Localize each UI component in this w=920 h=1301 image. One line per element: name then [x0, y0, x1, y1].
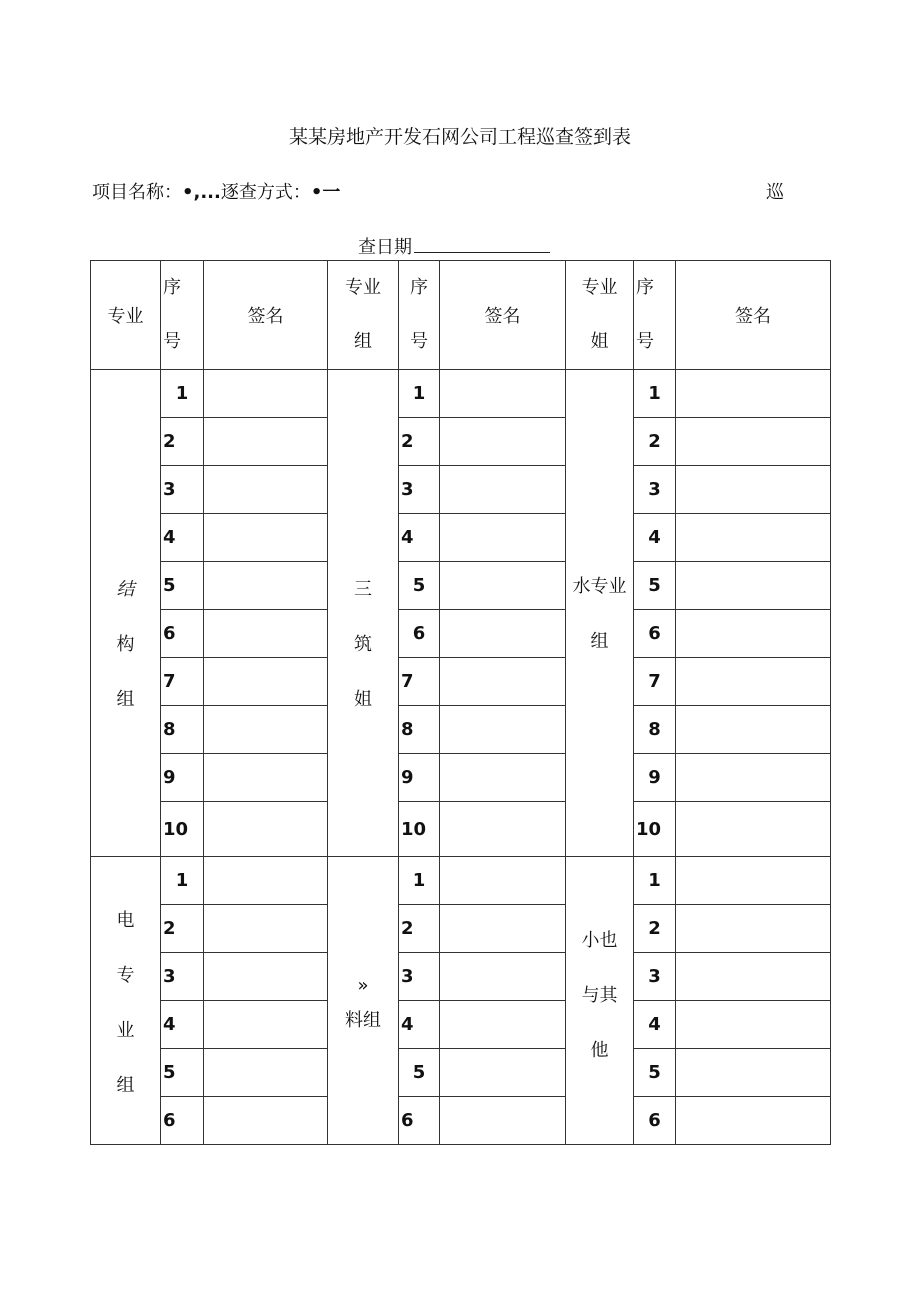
signature-cell[interactable] — [204, 706, 328, 754]
seq-number: 1 — [161, 857, 204, 905]
signature-cell[interactable] — [676, 754, 831, 802]
date-field[interactable] — [414, 240, 550, 253]
seq-number: 4 — [161, 1001, 204, 1049]
group-architecture: 三 筑 姐 — [328, 370, 399, 857]
signature-cell[interactable] — [440, 562, 566, 610]
seq-number: 8 — [161, 706, 204, 754]
seq-number: 2 — [161, 418, 204, 466]
seq-number: 10 — [634, 802, 676, 857]
signature-cell[interactable] — [676, 562, 831, 610]
signature-cell[interactable] — [204, 1097, 328, 1145]
signature-cell[interactable] — [204, 610, 328, 658]
signature-cell[interactable] — [676, 1001, 831, 1049]
signature-cell[interactable] — [440, 1097, 566, 1145]
seq-number: 4 — [634, 514, 676, 562]
seq-number: 7 — [161, 658, 204, 706]
table-row — [91, 857, 831, 905]
signature-cell[interactable] — [204, 466, 328, 514]
seq-number: 10 — [399, 802, 440, 857]
table-row — [91, 953, 831, 1001]
seq-number: 8 — [634, 706, 676, 754]
signature-cell[interactable] — [676, 1049, 831, 1097]
seq-number: 5 — [634, 562, 676, 610]
header-signature-3: 签名 — [676, 261, 831, 370]
seq-number: 10 — [161, 802, 204, 857]
table-row — [91, 1097, 831, 1145]
group-structure: 结 构 组 — [91, 370, 161, 857]
header-seq-1: 序 号 — [161, 261, 204, 370]
seq-number: 2 — [399, 418, 440, 466]
signature-cell[interactable] — [676, 706, 831, 754]
signature-cell[interactable] — [440, 658, 566, 706]
signature-cell[interactable] — [676, 953, 831, 1001]
seq-number: 1 — [634, 370, 676, 418]
signature-cell[interactable] — [440, 905, 566, 953]
table-row — [91, 802, 831, 857]
signature-cell[interactable] — [440, 754, 566, 802]
signature-cell[interactable] — [440, 610, 566, 658]
seq-number: 3 — [399, 953, 440, 1001]
signature-cell[interactable] — [204, 905, 328, 953]
signature-cell[interactable] — [676, 370, 831, 418]
seq-number: 6 — [634, 1097, 676, 1145]
signature-cell[interactable] — [440, 857, 566, 905]
table-row — [91, 706, 831, 754]
table-row — [91, 1049, 831, 1097]
seq-number: 5 — [634, 1049, 676, 1097]
seq-number: 9 — [399, 754, 440, 802]
signature-cell[interactable] — [204, 857, 328, 905]
table-row — [91, 658, 831, 706]
seq-number: 6 — [161, 1097, 204, 1145]
seq-number: 2 — [161, 905, 204, 953]
header-seq-3: 序 号 — [634, 261, 676, 370]
table-row — [91, 466, 831, 514]
seq-number: 5 — [161, 1049, 204, 1097]
date-label: 查日期 — [358, 237, 412, 258]
signature-cell[interactable] — [676, 1097, 831, 1145]
signature-cell[interactable] — [676, 514, 831, 562]
signature-cell[interactable] — [440, 802, 566, 857]
seq-number: 4 — [161, 514, 204, 562]
group-electric: 电 专 业 组 — [91, 857, 161, 1145]
signature-cell[interactable] — [676, 857, 831, 905]
seq-number: 6 — [161, 610, 204, 658]
signature-cell[interactable] — [440, 706, 566, 754]
group-water: 水专业 组 — [566, 370, 634, 857]
signin-table — [90, 260, 831, 1145]
method-label: 逐查方式： — [220, 182, 311, 203]
header-row — [91, 261, 831, 370]
table-row — [91, 905, 831, 953]
seq-number: 6 — [399, 1097, 440, 1145]
seq-number: 3 — [161, 466, 204, 514]
seq-number: 4 — [399, 1001, 440, 1049]
signature-cell[interactable] — [440, 1001, 566, 1049]
signature-cell[interactable] — [440, 953, 566, 1001]
seq-number: 3 — [161, 953, 204, 1001]
seq-number: 4 — [399, 514, 440, 562]
seq-number: 7 — [634, 658, 676, 706]
signature-cell[interactable] — [676, 658, 831, 706]
table-row — [91, 562, 831, 610]
date-row — [358, 233, 550, 259]
signature-cell[interactable] — [204, 1001, 328, 1049]
table-row — [91, 418, 831, 466]
header-signature-2: 签名 — [440, 261, 566, 370]
signature-cell[interactable] — [440, 418, 566, 466]
seq-number: 2 — [634, 905, 676, 953]
header-specialty-3: 专业 姐 — [566, 261, 634, 370]
seq-number: 7 — [399, 658, 440, 706]
seq-number: 5 — [399, 1049, 440, 1097]
seq-number: 6 — [634, 610, 676, 658]
signature-cell[interactable] — [440, 370, 566, 418]
signature-cell[interactable] — [204, 953, 328, 1001]
seq-number: 6 — [399, 610, 440, 658]
project-label: 项目名称： — [92, 182, 182, 203]
signature-cell[interactable] — [204, 418, 328, 466]
seq-number: 5 — [161, 562, 204, 610]
table-row — [91, 1001, 831, 1049]
seq-number: 2 — [399, 905, 440, 953]
seq-number: 8 — [399, 706, 440, 754]
signature-cell[interactable] — [440, 466, 566, 514]
signature-cell[interactable] — [204, 754, 328, 802]
seq-number: 3 — [399, 466, 440, 514]
signature-cell[interactable] — [440, 1049, 566, 1097]
method-value[interactable]: •一 — [310, 182, 341, 203]
info-right-char: 巡 — [766, 182, 784, 203]
seq-number: 1 — [161, 370, 204, 418]
table-row — [91, 754, 831, 802]
signature-cell[interactable] — [676, 418, 831, 466]
info-row — [92, 178, 340, 204]
seq-number: 1 — [399, 857, 440, 905]
signature-cell[interactable] — [204, 370, 328, 418]
table-row — [91, 514, 831, 562]
seq-number: 4 — [634, 1001, 676, 1049]
signature-cell[interactable] — [676, 466, 831, 514]
signature-cell[interactable] — [676, 905, 831, 953]
header-specialty-1: 专业 — [91, 261, 161, 370]
page-title: 某某房地产开发石网公司工程巡查签到表 — [288, 126, 631, 148]
seq-number: 3 — [634, 953, 676, 1001]
project-value[interactable]: •,... — [182, 182, 221, 203]
header-signature-1: 签名 — [204, 261, 328, 370]
seq-number: 3 — [634, 466, 676, 514]
signature-cell[interactable] — [676, 610, 831, 658]
seq-number: 1 — [634, 857, 676, 905]
header-specialty-2: 专业 组 — [328, 261, 399, 370]
group-other: 小也 与其 他 — [566, 857, 634, 1145]
seq-number: 1 — [399, 370, 440, 418]
signature-cell[interactable] — [676, 802, 831, 857]
table-row — [91, 370, 831, 418]
signature-cell[interactable] — [204, 658, 328, 706]
signature-cell[interactable] — [440, 514, 566, 562]
signature-cell[interactable] — [204, 562, 328, 610]
seq-number: 2 — [634, 418, 676, 466]
seq-number: 9 — [634, 754, 676, 802]
signature-cell[interactable] — [204, 802, 328, 857]
signature-cell[interactable] — [204, 1049, 328, 1097]
header-seq-2: 序 号 — [399, 261, 440, 370]
group-material: » 料组 — [328, 857, 399, 1145]
seq-number: 5 — [399, 562, 440, 610]
signature-cell[interactable] — [204, 514, 328, 562]
table-row — [91, 610, 831, 658]
seq-number: 9 — [161, 754, 204, 802]
